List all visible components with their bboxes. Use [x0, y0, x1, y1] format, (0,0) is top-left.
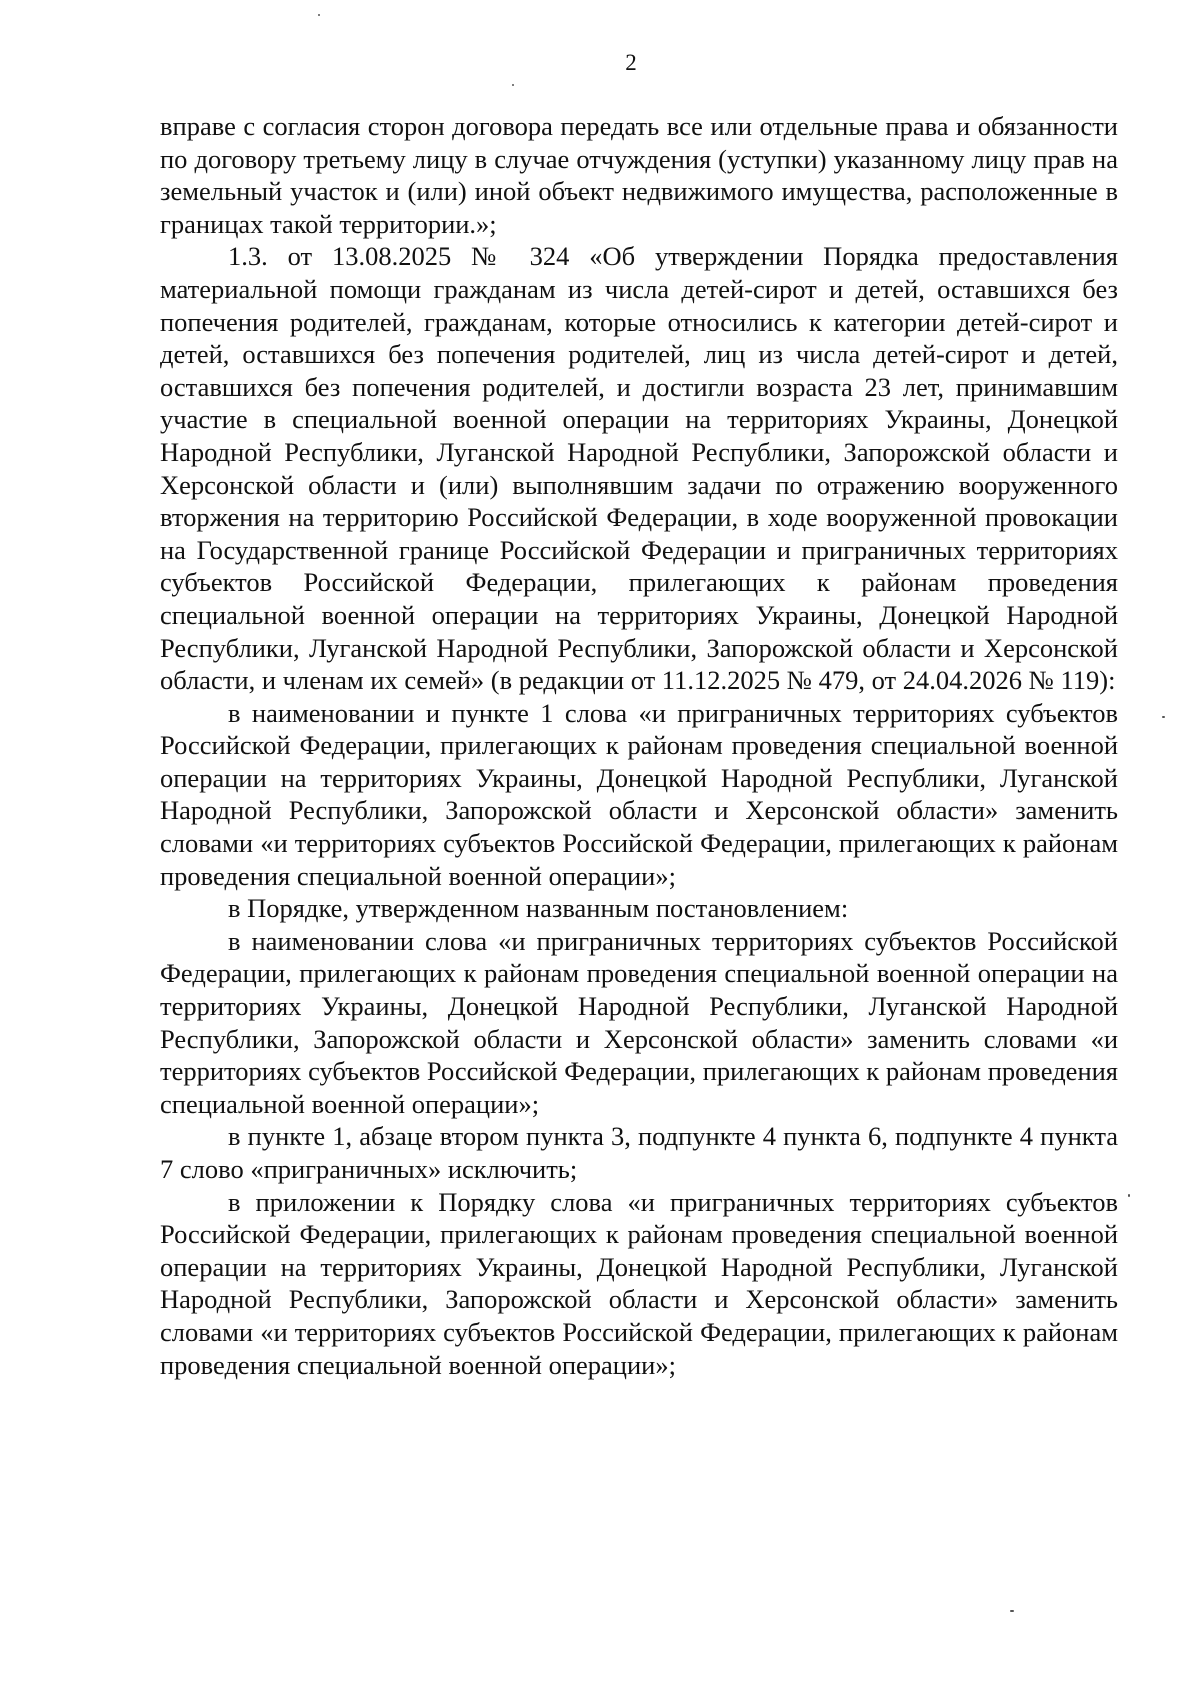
paragraph-amendment-title: в наименовании и пункте 1 слова «и приграничных территориях субъектов Российской Федерации, прилегающих к районам проведения специальной военной операции на территориях Украины, Донецкой Народной Республики, Луганской Народной Республики, Запорожской области и Херсонской области» заменить словами «и территориях субъектов Российской Федерации, прилегающих к районам проведения специальной военной операции»;: [160, 697, 1118, 891]
scan-speck: [512, 84, 514, 86]
paragraph-appendix-amendment: в приложении к Порядку слова «и приграничных территориях субъектов Российской Федерации, прилегающих к районам проведения специальной военной операции на территориях Украины, Донецкой Народной Республики, Луганской Народной Республики, Запорожской области и Херсонской области» заменить словами «и территориях субъектов Российской Федерации, прилегающих к районам проведения специальной военной операции»;: [160, 1186, 1118, 1380]
scan-speck: [1128, 1194, 1130, 1197]
scan-speck: [1162, 716, 1165, 718]
scan-speck: [318, 14, 320, 16]
paragraph-item-1-3: 1.3. от 13.08.2025 № 324 «Об утверждении Порядка предоставления материальной помощи гражданам из числа детей-сирот и детей, оставшихся без попечения родителей, гражданам, которые относились к категории детей-сирот и детей, оставшихся без попечения родителей, лиц из числа детей-сирот и детей, оставшихся без попечения родителей, и достигли возраста 23 лет, принимавшим участие в специальной военной операции на территориях Украины, Донецкой Народной Республики, Луганской Народной Республики, Запорожской области и Херсонской области и (или) выполнявшим задачи по отражению вооруженного вторжения на территорию Российской Федерации, в ходе вооруженной провокации на Государственной границе Российской Федерации и приграничных территориях субъектов Российской Федерации, прилегающих к районам проведения специальной военной операции на территориях Украины, Донецкой Народной Республики, Луганской Народной Республики, Запорожской области и Херсонской области, и членам их семей» (в редакции от 11.12.2025 № 479, от 24.04.2026 № 119):: [160, 241, 1118, 696]
paragraph-continuation: вправе с согласия сторон договора передать все или отдельные права и обязанности по договору третьему лицу в случае отчуждения (уступки) указанному лицу прав на земельный участок и (или) иной объект недвижимого имущества, расположенные в границах такой территории.»;: [160, 111, 1118, 239]
paragraph-word-exclusion: в пункте 1, абзаце втором пункта 3, подпункте 4 пункта 6, подпункте 4 пункта 7 слово «приграничных» исключить;: [160, 1121, 1118, 1184]
document-body: [160, 110, 1118, 1381]
paragraph-procedure-title: в наименовании слова «и приграничных территориях субъектов Российской Федерации, прилегающих к районам проведения специальной военной операции на территориях Украины, Донецкой Народной Республики, Луганской Народной Республики, Запорожской области и Херсонской области» заменить словами «и территориях субъектов Российской Федерации, прилегающих к районам проведения специальной военной операции»;: [160, 925, 1118, 1119]
scan-speck: [1010, 1610, 1014, 1612]
page-number: 2: [625, 50, 637, 75]
paragraph-procedure-intro: в Порядке, утвержденном названным постановлением:: [228, 893, 849, 924]
